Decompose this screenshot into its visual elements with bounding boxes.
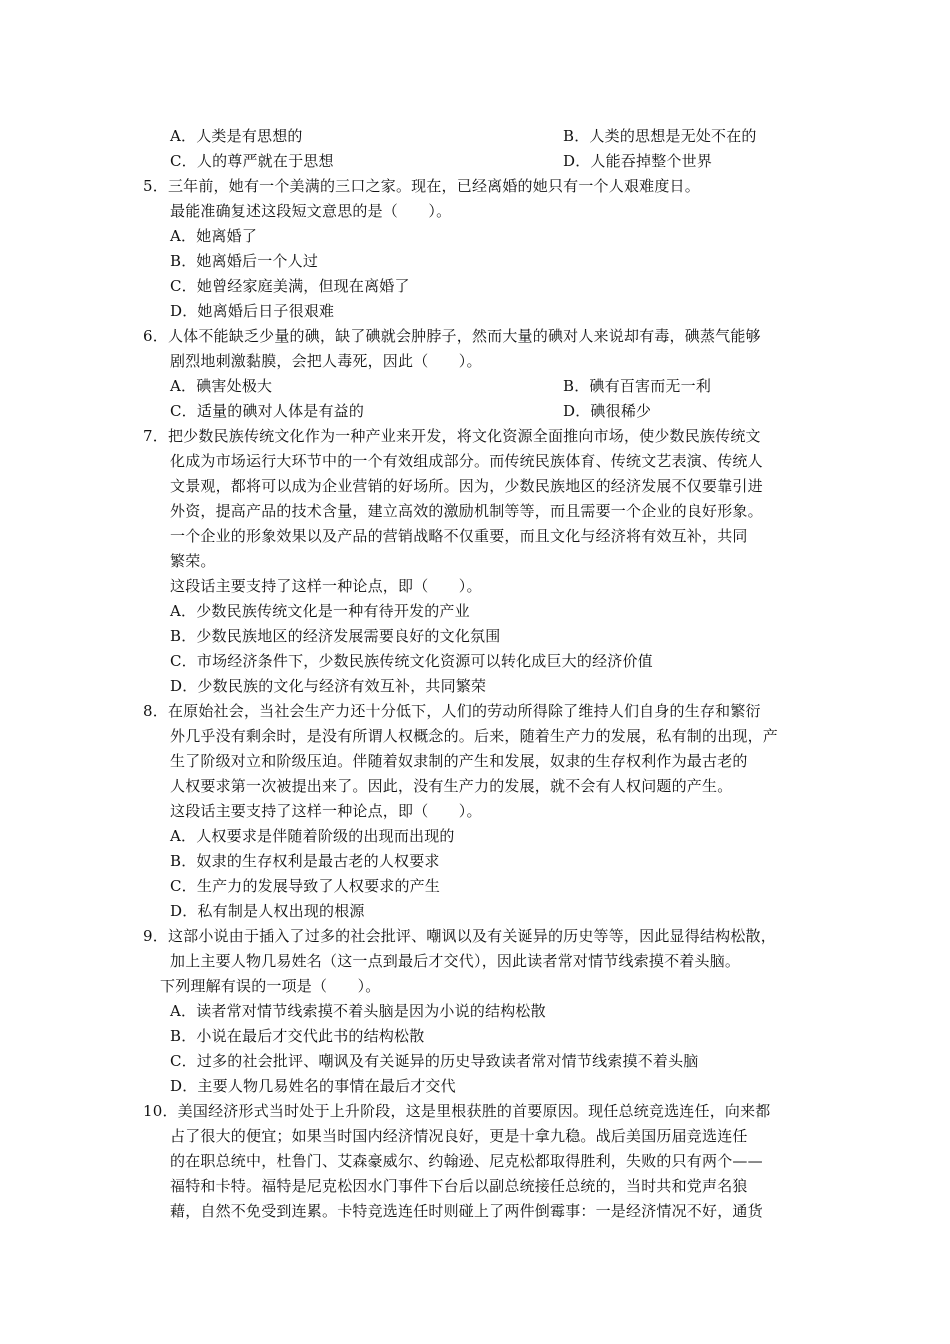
question-line: 人权要求第一次被提出来了。因此，没有生产力的发展，就不会有人权问题的产生。: [170, 777, 733, 795]
option-line: C．适量的碘对人体是有益的: [170, 402, 365, 420]
option-line: A．人类是有思想的: [170, 127, 303, 145]
option-line: B．少数民族地区的经济发展需要良好的文化氛围: [170, 627, 501, 645]
question-line: 外几乎没有剩余时，是没有所谓人权概念的。后来，随着生产力的发展，私有制的出现，产: [170, 727, 779, 745]
option-line: B．小说在最后才交代此书的结构松散: [170, 1027, 425, 1045]
option-line: D．人能吞掉整个世界: [563, 152, 713, 170]
option-line: A．她离婚了: [170, 227, 258, 245]
option-line: B．人类的思想是无处不在的: [563, 127, 757, 145]
question-line: 占了很大的便宜；如果当时国内经济情况良好，更是十拿九稳。战后美国历届竞选连任: [170, 1127, 748, 1145]
question-line: 生了阶级对立和阶级压迫。伴随着奴隶制的产生和发展，奴隶的生存权利作为最古老的: [170, 752, 748, 770]
question-line: 7．把少数民族传统文化作为一种产业来开发，将文化资源全面推向市场，使少数民族传统文: [143, 427, 761, 445]
question-line: 化成为市场运行大环节中的一个有效组成部分。而传统民族体育、传统文艺表演、传统人: [170, 452, 763, 470]
question-line: 6．人体不能缺乏少量的碘，缺了碘就会肿脖子，然而大量的碘对人来说却有毒，碘蒸气能够: [143, 327, 761, 345]
option-line: A．少数民族传统文化是一种有待开发的产业: [170, 602, 470, 620]
prompt-line: 下列理解有误的一项是（ ）。: [160, 977, 381, 995]
question-line: 一个企业的形象效果以及产品的营销战略不仅重要，而且文化与经济将有效互补，共同: [170, 527, 748, 545]
option-line: A．碘害处极大: [170, 377, 273, 395]
option-line: B．奴隶的生存权利是最古老的人权要求: [170, 852, 440, 870]
option-line: D．她离婚后日子很艰难: [170, 302, 335, 320]
option-line: A．读者常对情节线索摸不着头脑是因为小说的结构松散: [170, 1002, 546, 1020]
prompt-line: 这段话主要支持了这样一种论点，即（ ）。: [170, 577, 482, 595]
question-line: 繁荣。: [170, 552, 216, 570]
question-line: 的在职总统中，杜鲁门、艾森豪威尔、约翰逊、尼克松都取得胜利，失败的只有两个——: [170, 1152, 763, 1170]
option-line: C．生产力的发展导致了人权要求的产生: [170, 877, 441, 895]
question-line: 10．美国经济形式当时处于上升阶段，这是里根获胜的首要原因。现任总统竞选连任，向来都: [143, 1102, 771, 1120]
option-line: C．她曾经家庭美满，但现在离婚了: [170, 277, 410, 295]
question-line: 5．三年前，她有一个美满的三口之家。现在，已经离婚的她只有一个人艰难度日。: [143, 177, 700, 195]
option-line: C．过多的社会批评、嘲讽及有关诞异的历史导致读者常对情节线索摸不着头脑: [170, 1052, 699, 1070]
prompt-line: 最能准确复述这段短文意思的是（ ）。: [170, 202, 452, 220]
option-line: A．人权要求是伴随着阶级的出现而出现的: [170, 827, 455, 845]
option-line: C．人的尊严就在于思想: [170, 152, 334, 170]
question-line: 加上主要人物几易姓名（这一点到最后才交代），因此读者常对情节线索摸不着头脑。: [170, 952, 741, 970]
option-line: B．她离婚后一个人过: [170, 252, 319, 270]
question-line: 福特和卡特。福特是尼克松因水门事件下台后以副总统接任总统的，当时共和党声名狼: [170, 1177, 748, 1195]
question-line: 8．在原始社会，当社会生产力还十分低下，人们的劳动所得除了维持人们自身的生存和繁衍: [143, 702, 761, 720]
question-line: 文景观，都将可以成为企业营销的好场所。因为，少数民族地区的经济发展不仅要靠引进: [170, 477, 763, 495]
question-line: 藉，自然不免受到连累。卡特竞选连任时则碰上了两件倒霉事：一是经济情况不好，通货: [170, 1202, 763, 1220]
option-line: D．主要人物几易姓名的事情在最后才交代: [170, 1077, 456, 1095]
option-line: D．碘很稀少: [563, 402, 652, 420]
option-line: D．私有制是人权出现的根源: [170, 902, 365, 920]
option-line: D．少数民族的文化与经济有效互补，共同繁荣: [170, 677, 487, 695]
option-line: B．碘有百害而无一利: [563, 377, 712, 395]
question-line: 9．这部小说由于插入了过多的社会批评、嘲讽以及有关诞异的历史等等，因此显得结构松散，: [143, 927, 776, 945]
option-line: C．市场经济条件下，少数民族传统文化资源可以转化成巨大的经济价值: [170, 652, 653, 670]
question-line: 剧烈地刺激黏膜，会把人毒死，因此（ ）。: [170, 352, 482, 370]
prompt-line: 这段话主要支持了这样一种论点，即（ ）。: [170, 802, 482, 820]
question-line: 外资，提高产品的技术含量，建立高效的激励机制等等，而且需要一个企业的良好形象。: [170, 502, 763, 520]
